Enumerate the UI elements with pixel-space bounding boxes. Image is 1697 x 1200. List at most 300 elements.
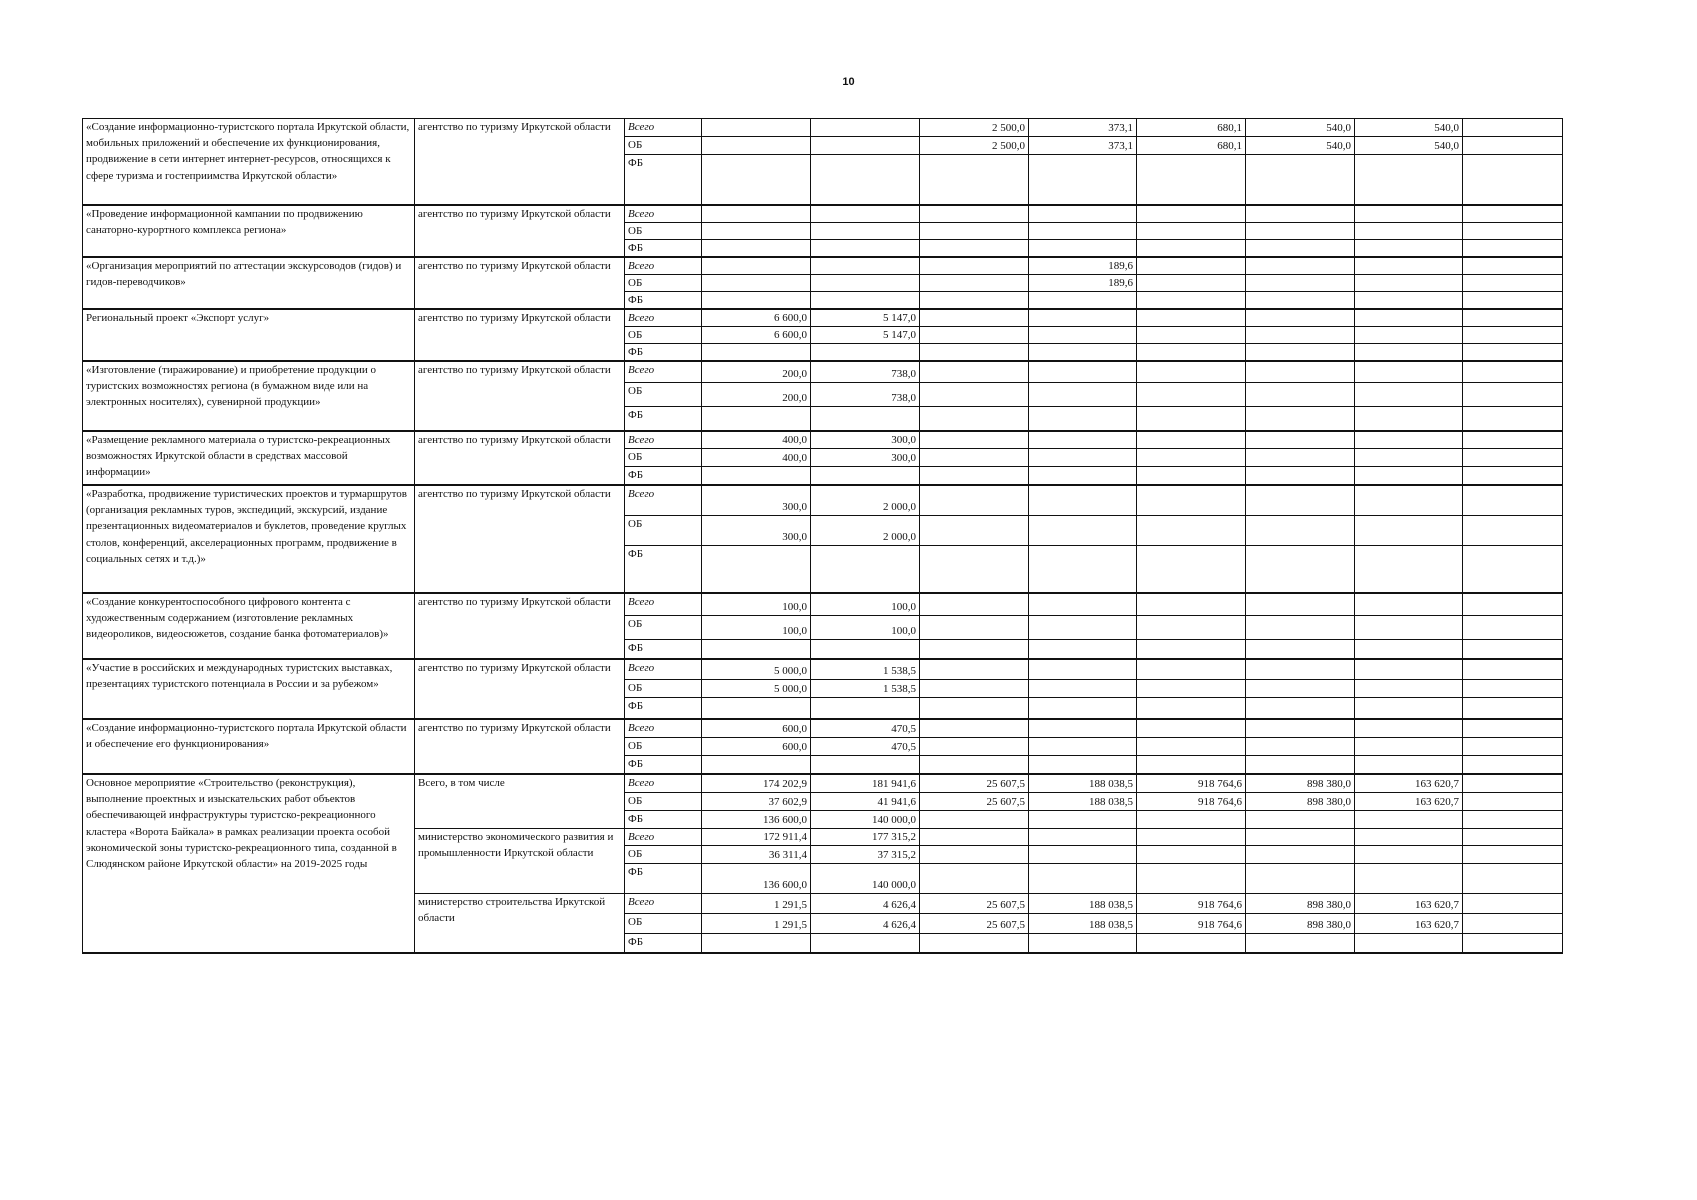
amount-cell	[1137, 326, 1246, 343]
amount-cell	[1029, 309, 1137, 327]
amount-cell	[1463, 361, 1563, 383]
amount-cell	[1355, 239, 1463, 257]
amount-cell	[1029, 845, 1137, 863]
amount-cell: 898 380,0	[1246, 893, 1355, 913]
amount-cell	[1463, 137, 1563, 155]
amount-cell	[1246, 697, 1355, 719]
funding-source: ФБ	[625, 239, 702, 257]
amount-cell: 898 380,0	[1246, 913, 1355, 933]
amount-cell: 172 911,4	[702, 828, 811, 845]
amount-cell: 188 038,5	[1029, 913, 1137, 933]
amount-cell	[702, 291, 811, 309]
amount-cell: 600,0	[702, 719, 811, 737]
amount-cell	[1137, 448, 1246, 466]
amount-cell	[1137, 810, 1246, 828]
amount-cell	[1246, 615, 1355, 639]
executor-name: агентство по туризму Иркутской области	[415, 205, 625, 257]
funding-source: Всего	[625, 774, 702, 792]
amount-cell: 200,0	[702, 361, 811, 383]
amount-cell	[920, 309, 1029, 327]
amount-cell	[1246, 810, 1355, 828]
amount-cell	[1463, 119, 1563, 137]
funding-source: Всего	[625, 309, 702, 327]
amount-cell	[1029, 291, 1137, 309]
amount-cell	[811, 343, 920, 361]
activity-name: «Создание информационно-туристского портала Иркутской области и обеспечение его функционирования»	[83, 719, 415, 774]
executor-name: министерство экономического развития и промышленности Иркутской области	[415, 828, 625, 893]
amount-cell: 5 000,0	[702, 659, 811, 679]
amount-cell	[920, 274, 1029, 291]
amount-cell	[920, 343, 1029, 361]
amount-cell: 100,0	[702, 593, 811, 615]
funding-source: Всего	[625, 828, 702, 845]
amount-cell: 100,0	[811, 615, 920, 639]
table-row	[83, 257, 1563, 275]
funding-source: ОБ	[625, 845, 702, 863]
amount-cell	[1137, 222, 1246, 239]
amount-cell: 174 202,9	[702, 774, 811, 792]
page-number: 10	[842, 76, 855, 88]
amount-cell	[1463, 448, 1563, 466]
amount-cell	[1463, 326, 1563, 343]
amount-cell	[1355, 309, 1463, 327]
amount-cell	[1355, 222, 1463, 239]
amount-cell	[1463, 485, 1563, 515]
amount-cell	[1463, 893, 1563, 913]
amount-cell	[1137, 205, 1246, 223]
amount-cell	[1029, 593, 1137, 615]
amount-cell	[811, 239, 920, 257]
amount-cell	[1137, 737, 1246, 755]
amount-cell	[702, 755, 811, 774]
amount-cell: 1 538,5	[811, 659, 920, 679]
amount-cell	[1355, 407, 1463, 431]
amount-cell	[1137, 407, 1246, 431]
amount-cell	[1137, 659, 1246, 679]
amount-cell: 163 620,7	[1355, 893, 1463, 913]
amount-cell	[1355, 383, 1463, 407]
amount-cell	[1463, 810, 1563, 828]
amount-cell	[920, 515, 1029, 545]
amount-cell: 25 607,5	[920, 792, 1029, 810]
amount-cell	[1137, 639, 1246, 659]
amount-cell	[702, 137, 811, 155]
amount-cell	[1463, 639, 1563, 659]
amount-cell	[1463, 515, 1563, 545]
amount-cell: 918 764,6	[1137, 913, 1246, 933]
amount-cell	[1246, 383, 1355, 407]
activity-name: Региональный проект «Экспорт услуг»	[83, 309, 415, 361]
table-row	[83, 774, 1563, 792]
amount-cell: 25 607,5	[920, 774, 1029, 792]
amount-cell	[1355, 274, 1463, 291]
executor-name: агентство по туризму Иркутской области	[415, 257, 625, 309]
amount-cell	[1246, 659, 1355, 679]
amount-cell	[1463, 737, 1563, 755]
funding-source: ФБ	[625, 697, 702, 719]
amount-cell: 140 000,0	[811, 863, 920, 893]
amount-cell	[1246, 933, 1355, 953]
amount-cell: 2 500,0	[920, 137, 1029, 155]
amount-cell	[1355, 755, 1463, 774]
activity-group	[83, 659, 1563, 719]
amount-cell	[1137, 291, 1246, 309]
amount-cell: 36 311,4	[702, 845, 811, 863]
amount-cell: 1 538,5	[811, 679, 920, 697]
amount-cell: 470,5	[811, 719, 920, 737]
amount-cell	[1137, 863, 1246, 893]
amount-cell	[920, 737, 1029, 755]
activity-group	[83, 205, 1563, 257]
amount-cell	[1029, 239, 1137, 257]
funding-source: Всего	[625, 485, 702, 515]
amount-cell	[920, 755, 1029, 774]
funding-source: Всего	[625, 719, 702, 737]
executor-name: агентство по туризму Иркутской области	[415, 719, 625, 774]
amount-cell	[1246, 863, 1355, 893]
amount-cell	[920, 155, 1029, 205]
amount-cell	[1463, 933, 1563, 953]
amount-cell	[1246, 466, 1355, 485]
table-row	[83, 309, 1563, 327]
funding-source: ФБ	[625, 343, 702, 361]
table-row	[83, 485, 1563, 515]
amount-cell	[811, 205, 920, 223]
amount-cell: 373,1	[1029, 119, 1137, 137]
amount-cell: 100,0	[811, 593, 920, 615]
amount-cell	[1463, 309, 1563, 327]
amount-cell	[1137, 431, 1246, 449]
amount-cell	[1029, 466, 1137, 485]
amount-cell	[920, 933, 1029, 953]
funding-source: ОБ	[625, 274, 702, 291]
amount-cell: 100,0	[702, 615, 811, 639]
funding-source: ФБ	[625, 933, 702, 953]
amount-cell	[811, 466, 920, 485]
amount-cell	[920, 697, 1029, 719]
amount-cell	[1029, 155, 1137, 205]
amount-cell	[1463, 697, 1563, 719]
amount-cell	[1246, 845, 1355, 863]
amount-cell	[1463, 343, 1563, 361]
amount-cell	[811, 407, 920, 431]
funding-source: ФБ	[625, 755, 702, 774]
amount-cell: 4 626,4	[811, 893, 920, 913]
amount-cell	[1463, 659, 1563, 679]
activity-name: «Проведение информационной кампании по продвижению санаторно-курортного комплекса региона»	[83, 205, 415, 257]
activity-name: «Изготовление (тиражирование) и приобретение продукции о туристских возможностях региона (в бумажном виде или на электронных носителях), сувенирной продукции»	[83, 361, 415, 431]
amount-cell	[1463, 222, 1563, 239]
amount-cell: 163 620,7	[1355, 913, 1463, 933]
amount-cell	[1137, 615, 1246, 639]
amount-cell	[702, 639, 811, 659]
amount-cell: 2 000,0	[811, 485, 920, 515]
amount-cell	[1463, 205, 1563, 223]
executor-name: агентство по туризму Иркутской области	[415, 431, 625, 486]
amount-cell	[1355, 593, 1463, 615]
amount-cell	[811, 545, 920, 593]
amount-cell	[920, 639, 1029, 659]
amount-cell	[1137, 679, 1246, 697]
executor-name: агентство по туризму Иркутской области	[415, 119, 625, 205]
amount-cell	[1029, 615, 1137, 639]
amount-cell	[920, 810, 1029, 828]
amount-cell	[1029, 810, 1137, 828]
table-row	[83, 431, 1563, 449]
amount-cell	[1355, 697, 1463, 719]
amount-cell	[1355, 431, 1463, 449]
amount-cell	[1463, 155, 1563, 205]
amount-cell: 2 500,0	[920, 119, 1029, 137]
amount-cell	[702, 697, 811, 719]
amount-cell	[1029, 407, 1137, 431]
amount-cell	[1355, 679, 1463, 697]
amount-cell	[1137, 697, 1246, 719]
amount-cell: 188 038,5	[1029, 792, 1137, 810]
amount-cell	[920, 545, 1029, 593]
amount-cell	[702, 257, 811, 275]
amount-cell	[920, 326, 1029, 343]
executor-name: Всего, в том числе	[415, 774, 625, 828]
amount-cell	[1246, 274, 1355, 291]
amount-cell	[1137, 593, 1246, 615]
amount-cell	[1029, 205, 1137, 223]
amount-cell	[1246, 639, 1355, 659]
amount-cell	[920, 361, 1029, 383]
amount-cell	[811, 274, 920, 291]
amount-cell	[1355, 257, 1463, 275]
amount-cell: 540,0	[1355, 119, 1463, 137]
amount-cell	[1355, 545, 1463, 593]
amount-cell: 600,0	[702, 737, 811, 755]
amount-cell	[1137, 383, 1246, 407]
funding-source: ОБ	[625, 615, 702, 639]
executor-name: агентство по туризму Иркутской области	[415, 361, 625, 431]
activity-name: «Создание информационно-туристского портала Иркутской области, мобильных приложений и обеспечение их функционирования, продвижение в сети интернет интернет-ресурсов, относящихся к сфере туризма и гостеприимства Иркутской области»	[83, 119, 415, 205]
amount-cell	[1137, 466, 1246, 485]
amount-cell: 540,0	[1246, 137, 1355, 155]
amount-cell: 400,0	[702, 448, 811, 466]
amount-cell	[1463, 431, 1563, 449]
amount-cell	[1463, 239, 1563, 257]
funding-source: Всего	[625, 205, 702, 223]
amount-cell	[1137, 155, 1246, 205]
amount-cell: 163 620,7	[1355, 792, 1463, 810]
amount-cell: 4 626,4	[811, 913, 920, 933]
amount-cell	[702, 407, 811, 431]
amount-cell: 5 147,0	[811, 309, 920, 327]
amount-cell: 37 602,9	[702, 792, 811, 810]
activity-group	[83, 361, 1563, 431]
amount-cell	[1029, 679, 1137, 697]
amount-cell: 189,6	[1029, 274, 1137, 291]
amount-cell	[1463, 755, 1563, 774]
amount-cell	[702, 933, 811, 953]
amount-cell	[1246, 515, 1355, 545]
amount-cell	[702, 222, 811, 239]
amount-cell	[1137, 309, 1246, 327]
amount-cell	[811, 291, 920, 309]
amount-cell	[1355, 155, 1463, 205]
amount-cell	[1137, 545, 1246, 593]
budget-table	[82, 118, 1563, 954]
amount-cell	[1029, 828, 1137, 845]
amount-cell: 300,0	[811, 448, 920, 466]
funding-source: ОБ	[625, 679, 702, 697]
amount-cell	[1355, 933, 1463, 953]
amount-cell: 540,0	[1355, 137, 1463, 155]
amount-cell	[1029, 719, 1137, 737]
table-row	[83, 361, 1563, 383]
amount-cell: 898 380,0	[1246, 792, 1355, 810]
amount-cell	[1463, 774, 1563, 792]
amount-cell	[1463, 274, 1563, 291]
funding-source: Всего	[625, 893, 702, 913]
amount-cell	[1246, 485, 1355, 515]
amount-cell	[920, 448, 1029, 466]
amount-cell: 41 941,6	[811, 792, 920, 810]
amount-cell	[1463, 291, 1563, 309]
amount-cell	[1246, 239, 1355, 257]
main-activity-group	[83, 774, 1563, 953]
amount-cell	[1355, 810, 1463, 828]
amount-cell	[1463, 845, 1563, 863]
amount-cell	[811, 155, 920, 205]
amount-cell	[1355, 343, 1463, 361]
executor-name: агентство по туризму Иркутской области	[415, 309, 625, 361]
amount-cell	[1463, 257, 1563, 275]
amount-cell	[920, 407, 1029, 431]
amount-cell: 470,5	[811, 737, 920, 755]
amount-cell: 2 000,0	[811, 515, 920, 545]
amount-cell	[1463, 679, 1563, 697]
amount-cell	[702, 545, 811, 593]
amount-cell	[1355, 448, 1463, 466]
funding-source: ОБ	[625, 515, 702, 545]
activity-name: «Разработка, продвижение туристических проектов и турмаршрутов (организация рекламных туров, экспедиций, экскурсий, издание презентационных видеоматериалов и буклетов, проведение круглых столов, конференций, акселерационных программ, продвижение в социальных сетях и т.д.)»	[83, 485, 415, 593]
amount-cell	[1137, 845, 1246, 863]
amount-cell: 136 600,0	[702, 863, 811, 893]
amount-cell	[1246, 257, 1355, 275]
activity-group	[83, 257, 1563, 309]
amount-cell	[920, 845, 1029, 863]
amount-cell: 373,1	[1029, 137, 1137, 155]
amount-cell	[920, 383, 1029, 407]
amount-cell: 300,0	[811, 431, 920, 449]
amount-cell	[811, 639, 920, 659]
amount-cell: 5 147,0	[811, 326, 920, 343]
executor-name: агентство по туризму Иркутской области	[415, 659, 625, 719]
amount-cell	[1246, 719, 1355, 737]
amount-cell	[1355, 719, 1463, 737]
amount-cell	[811, 755, 920, 774]
amount-cell	[1246, 309, 1355, 327]
amount-cell	[1029, 326, 1137, 343]
amount-cell	[811, 257, 920, 275]
amount-cell	[702, 239, 811, 257]
amount-cell	[1355, 863, 1463, 893]
amount-cell	[1246, 222, 1355, 239]
executor-name: агентство по туризму Иркутской области	[415, 593, 625, 659]
funding-source: ФБ	[625, 863, 702, 893]
amount-cell	[1029, 659, 1137, 679]
amount-cell	[920, 257, 1029, 275]
amount-cell: 1 291,5	[702, 913, 811, 933]
amount-cell	[702, 274, 811, 291]
amount-cell	[1137, 343, 1246, 361]
table-row	[83, 719, 1563, 737]
main-activity-name: Основное мероприятие «Строительство (реконструкция), выполнение проектных и изыскательских работ объектов обеспечивающей инфраструктуры туристско-рекреационного кластера «Ворота Байкала» в рамках реализации проекта особой экономической зоны туристско-рекреационного типа, созданной в Слюдянском районе Иркутской области» на 2019-2025 годы	[83, 774, 415, 953]
amount-cell	[702, 155, 811, 205]
amount-cell	[1246, 755, 1355, 774]
amount-cell: 300,0	[702, 515, 811, 545]
amount-cell: 918 764,6	[1137, 792, 1246, 810]
amount-cell	[811, 119, 920, 137]
amount-cell	[702, 466, 811, 485]
funding-source: ФБ	[625, 639, 702, 659]
amount-cell	[1246, 205, 1355, 223]
amount-cell	[920, 659, 1029, 679]
amount-cell	[702, 205, 811, 223]
amount-cell	[1246, 361, 1355, 383]
amount-cell	[1355, 205, 1463, 223]
amount-cell	[1463, 913, 1563, 933]
table-row	[83, 205, 1563, 223]
amount-cell	[1246, 737, 1355, 755]
amount-cell	[1029, 431, 1137, 449]
amount-cell	[811, 222, 920, 239]
amount-cell	[1029, 545, 1137, 593]
amount-cell	[1137, 485, 1246, 515]
amount-cell: 136 600,0	[702, 810, 811, 828]
amount-cell: 400,0	[702, 431, 811, 449]
amount-cell	[1029, 697, 1137, 719]
amount-cell	[920, 593, 1029, 615]
amount-cell	[1355, 828, 1463, 845]
amount-cell	[1355, 485, 1463, 515]
amount-cell	[920, 222, 1029, 239]
funding-source: Всего	[625, 659, 702, 679]
funding-source: ОБ	[625, 383, 702, 407]
funding-source: ОБ	[625, 222, 702, 239]
amount-cell: 6 600,0	[702, 326, 811, 343]
amount-cell	[1137, 274, 1246, 291]
amount-cell	[1463, 719, 1563, 737]
amount-cell	[920, 679, 1029, 697]
amount-cell: 188 038,5	[1029, 774, 1137, 792]
amount-cell	[920, 828, 1029, 845]
amount-cell	[1029, 361, 1137, 383]
amount-cell	[1463, 383, 1563, 407]
table-row	[83, 659, 1563, 679]
amount-cell: 163 620,7	[1355, 774, 1463, 792]
amount-cell	[1355, 291, 1463, 309]
executor-name: агентство по туризму Иркутской области	[415, 485, 625, 593]
amount-cell	[1463, 828, 1563, 845]
amount-cell: 738,0	[811, 383, 920, 407]
amount-cell	[811, 137, 920, 155]
amount-cell: 140 000,0	[811, 810, 920, 828]
amount-cell: 918 764,6	[1137, 893, 1246, 913]
activity-group	[83, 485, 1563, 593]
funding-source: Всего	[625, 257, 702, 275]
amount-cell	[1029, 737, 1137, 755]
amount-cell	[1246, 448, 1355, 466]
activity-name: «Участие в российских и международных туристских выставках, презентациях туристского потенциала в России и за рубежом»	[83, 659, 415, 719]
activity-name: «Размещение рекламного материала о туристско-рекреационных возможностях Иркутской области в средствах массовой информации»	[83, 431, 415, 486]
amount-cell: 37 315,2	[811, 845, 920, 863]
amount-cell	[1355, 361, 1463, 383]
